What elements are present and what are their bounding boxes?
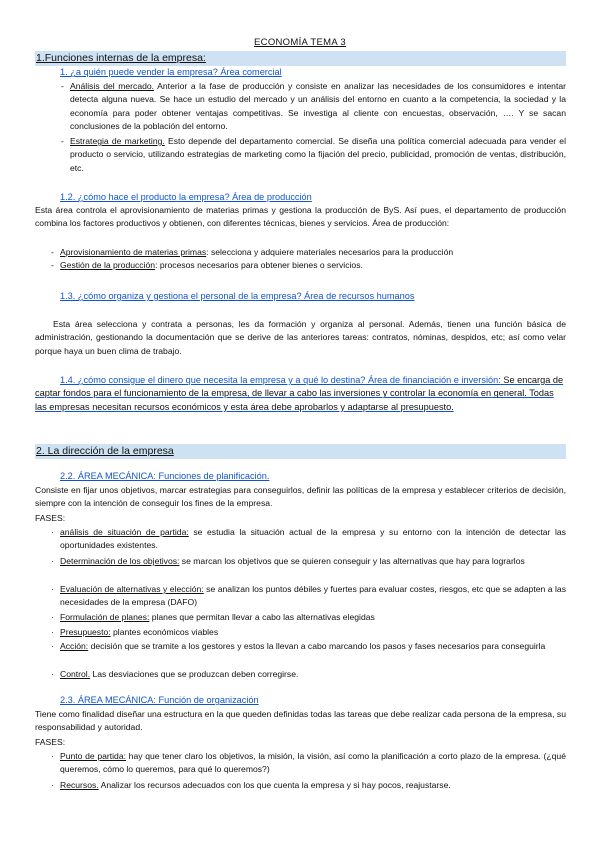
subsection-2-2-intro: Consiste en fijar unos objetivos, marcar estrategias para conseguirlos, definir las políticas de la empresa y establecer criterios de decisión, siempre con la intención de conseguir los fines de la empresa. [35, 485, 566, 509]
list-item: - Estrategia de marketing. Esto depende del departamento comercial. Se diseña una política comercial adecuada para vender el producto o servicio, utilizando estrategias de marketing como la fijación del precio, publicidad, promoción de ventas, distribución, etc. [61, 136, 566, 173]
list-item: - Gestión de la producción: procesos necesarios para obtener bienes o servicios. [51, 260, 363, 270]
subsection-2-3-intro: Tiene como finalidad diseñar una estructura en la que queden definidas todas las tareas que debe realizar cada persona de la empresa, su responsabilidad y autoridad. [35, 709, 566, 733]
list-item: · Presupuesto: plantes económicos viables [51, 627, 219, 637]
subsection-1-4-block: 1.4. ¿cómo consigue el dinero que necesita la empresa y a qué lo destina? Área de financiación e inversión: Se encarga de captar fondos para el funcionamiento de la empresa, de llevar a cabo las inversiones y controlar la economía en general. Todas las empresas necesitan recursos económicos y esta área debe aprobarlos y adaptarse al presupuesto. [35, 375, 564, 412]
list-item: · Determinación de los objetivos: se marcan los objetivos que se quieren conseguir y las alternativas que hay para lograrlos [51, 556, 525, 566]
list-item: · Formulación de planes: planes que permitan llevar a cabo las alternativas elegidas [51, 612, 375, 622]
list-item: · Recursos. Analizar los recursos adecuados con los que cuenta la empresa y si hay pocos, reajustarse. [51, 780, 451, 790]
list-item: · Evaluación de alternativas y elección: se analizan los puntos débiles y fuertes para evaluar costes, riesgos, etc que se adapten a las necesidades de la empresa (DAFO) [51, 584, 566, 608]
list-item: · análisis de situación de partida: se estudia la situación actual de la empresa y su entorno con la intención de detectar las oportunidades existentes. [51, 527, 566, 551]
subsection-1-4-heading: 1.4. ¿cómo consigue el dinero que necesita la empresa y a qué lo destina? Área de financiación e inversión: [60, 375, 501, 385]
subsection-1-1-heading: 1. ¿a quién puede vender la empresa? Área comercial [60, 67, 282, 77]
list-item: · Acción: decisión que se tramite a los gestores y estos la llevan a cabo marcando los pasos y fases necesarios para conseguirla [51, 641, 546, 651]
document-title: ECONOMÍA TEMA 3 [254, 37, 346, 48]
section-2-heading: 2. La dirección de la empresa [35, 444, 566, 459]
subsection-2-3-heading: 2.3. ÁREA MECÁNICA: Función de organización [60, 695, 259, 705]
fases-label: FASES: [35, 513, 66, 523]
subsection-1-3-heading: 1.3. ¿cómo organiza y gestiona el personal de la empresa? Área de recursos humanos [60, 291, 415, 301]
section-1-heading: 1.Funciones internas de la empresa: [35, 51, 566, 66]
list-item: · Punto de partida: hay que tener claro los objetivos, la misión, la visión, así como la planificación a corto plazo de la empresa. (¿qué queremos, cómo lo queremos, para qué lo queremos?) [51, 751, 566, 775]
list-item: - Análisis del mercado. Anterior a la fase de producción y consiste en analizar las necesidades de los consumidores e intentar detecta alguna nueva. Se hace un estudio del mercado y un análisis del entorno en cuanto a la competencia, la sociedad y la economía para poder obtener ventajas competitivas. Se investiga al cliente con encuestas, observación, …. Y se sacan conclusiones de la población del entorno. [61, 81, 566, 132]
subsection-1-3-text: Esta área selecciona y contrata a personas, les da formación y organiza al personal. Además, tienen una función básica de administración, gestionando la documentación que se derive de las anteriores tareas: contratos, nóminas, despidos, etc; así como velar porque haya un buen clima de trabajo. [35, 319, 566, 356]
list-item: · Control. Las desviaciones que se produzcan deben corregirse. [51, 669, 299, 679]
list-item: - Aprovisionamiento de materias primas: selecciona y adquiere materiales necesarios para la producción [51, 247, 454, 257]
subsection-2-2-heading: 2.2. ÁREA MECÁNICA: Funciones de planificación. [60, 471, 270, 481]
subsection-1-2-heading: 1.2. ¿cómo hace el producto la empresa? Área de producción [60, 192, 312, 202]
subsection-1-2-intro: Esta área controla el aprovisionamiento de materias primas y gestiona la producción de ByS. Así pues, el departamento de producción combina los factores productivos y obtienen, con diferentes técnicas, bienes y servicios. Área de producción: [35, 205, 566, 229]
fases-label: FASES: [35, 737, 66, 747]
